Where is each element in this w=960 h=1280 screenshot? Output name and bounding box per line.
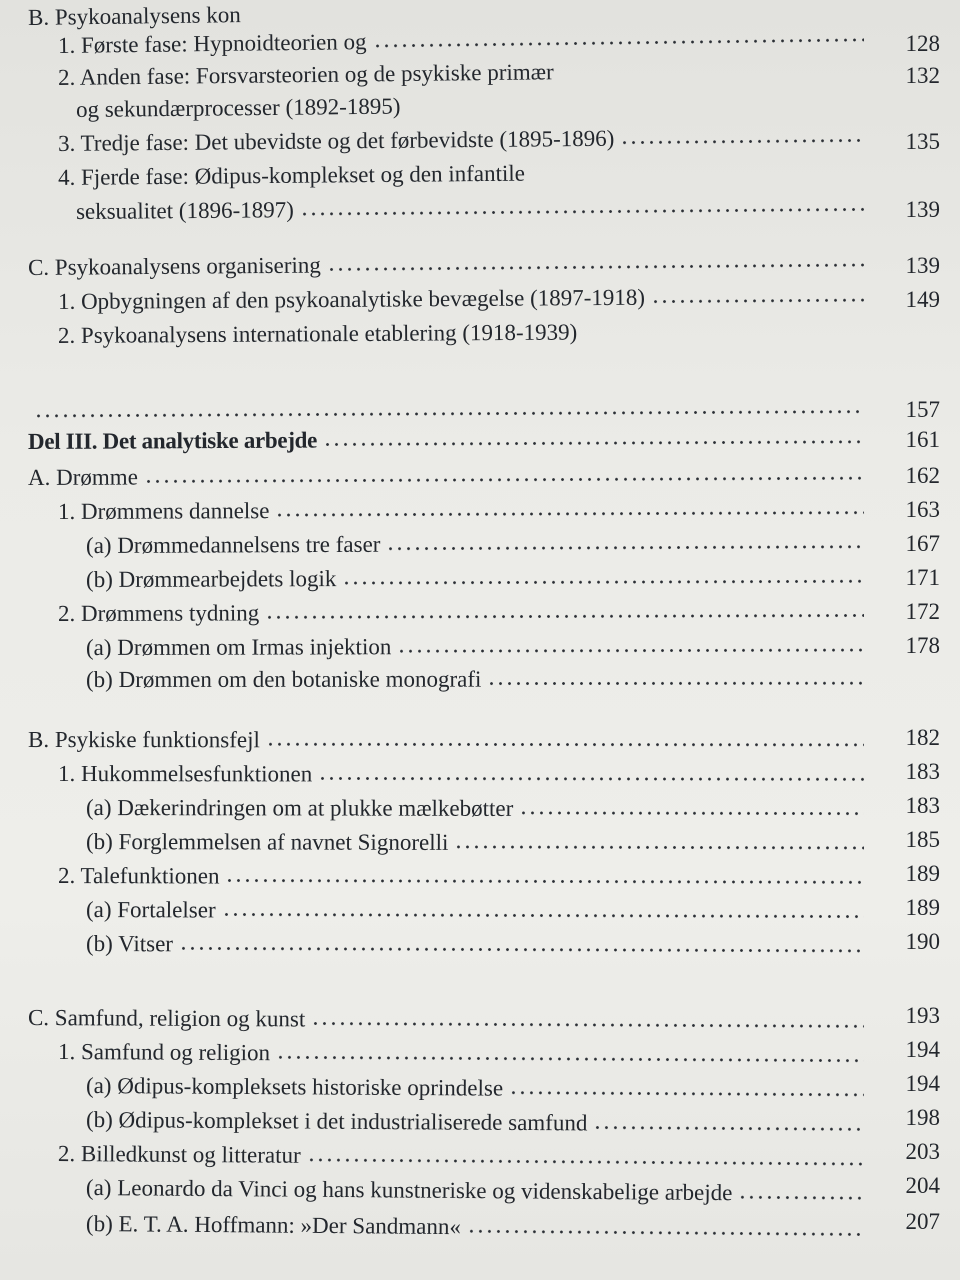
toc-entry-title: 1. Samfund og religion — [57, 1039, 271, 1066]
toc-entry-title: B. Psykoanalysens kon — [27, 2, 241, 30]
dot-leader — [397, 647, 864, 654]
toc-entry-title: C. Psykoanalysens organisering — [27, 252, 321, 280]
dot-leader — [386, 544, 864, 552]
toc-entry-title: 1. Opbygningen af den psykoanalytiske bevægelse (1897-1918) — [57, 284, 646, 314]
toc-entry-title: 4. Fjerde fase: Ødipus-komplekset og den infantile — [57, 160, 526, 190]
toc-page-number: 167 — [905, 531, 940, 556]
dot-leader — [454, 844, 864, 851]
dot-leader — [323, 439, 864, 448]
dot-leader — [307, 1157, 864, 1167]
toc-entry-title: 2. Billedkunst og litteratur — [57, 1141, 301, 1168]
dot-leader — [222, 911, 864, 919]
toc-page-number: 185 — [905, 827, 940, 852]
toc-page-number: 135 — [905, 129, 940, 154]
toc-entry-title: 3. Tredje fase: Det ubevidste og det førbevidste (1895-1896) — [57, 125, 615, 156]
toc-entry-title: 1. Drømmens dannelse — [57, 498, 270, 524]
toc-entry-title: (b) Ødipus-komplekset i det industrialiserede samfund — [85, 1107, 588, 1136]
toc-entry — [0, 194, 960, 234]
dot-leader — [593, 1125, 864, 1133]
toc-entry-title: C. Samfund, religion og kunst — [27, 1005, 306, 1032]
toc-page-number: 139 — [905, 253, 940, 278]
toc-entry — [0, 1206, 960, 1246]
dot-leader — [144, 475, 864, 484]
toc-entry-title: 1. Første fase: Hypnoidteorien og — [57, 29, 367, 58]
toc-entry-title: A. Drømme — [27, 464, 138, 490]
toc-entry-title: 2. Anden fase: Forsvarsteorien og de psykiske primær — [57, 59, 554, 90]
toc-page-number: 149 — [905, 287, 940, 312]
toc-page-number: 194 — [905, 1071, 940, 1096]
toc-page-number: 157 — [905, 397, 940, 422]
toc-page-number: 204 — [905, 1173, 940, 1198]
toc-page-number: 193 — [905, 1003, 940, 1028]
dot-leader — [738, 1194, 864, 1201]
dot-leader — [620, 137, 864, 145]
toc-entry-title: (a) Ødipus-kompleksets historiske oprindelse — [85, 1073, 504, 1101]
toc-page-number: 189 — [905, 895, 940, 920]
dot-leader — [34, 409, 864, 419]
toc-entry — [0, 662, 960, 702]
toc-entry-title: 2. Psykoanalysens internationale etablering (1918-1939) — [57, 319, 578, 348]
dot-leader — [509, 1090, 864, 1098]
dot-leader — [651, 297, 864, 305]
dot-leader — [300, 206, 864, 217]
toc-page-number: 139 — [905, 197, 940, 222]
toc-page-number: 132 — [905, 63, 940, 88]
toc-entry — [0, 926, 960, 966]
dot-leader — [311, 1020, 864, 1029]
toc-page-number: 189 — [905, 861, 940, 886]
toc-page-number: 194 — [905, 1037, 940, 1062]
toc-entry-title: (a) Drømmedannelsens tre faser — [85, 531, 381, 558]
toc-entry-title: 2. Talefunktionen — [57, 863, 220, 889]
toc-page-number: 182 — [905, 725, 940, 750]
toc-page-number: 198 — [905, 1105, 940, 1130]
toc-page-number: 183 — [905, 793, 940, 818]
dot-leader — [276, 1054, 864, 1063]
toc-page-number: 190 — [905, 929, 940, 954]
toc-page-number: 178 — [905, 633, 940, 658]
dot-leader — [487, 680, 864, 686]
dot-leader — [275, 510, 864, 518]
toc-entry-title: B. Psykiske funktionsfejl — [27, 727, 260, 753]
toc-page-number: 183 — [905, 759, 940, 784]
dot-leader — [467, 1228, 864, 1237]
dot-leader — [342, 578, 864, 586]
toc-page-number: 171 — [905, 565, 940, 590]
toc-entry — [0, 1170, 960, 1210]
toc-entry-title: (b) Vitser — [85, 931, 174, 957]
dot-leader — [225, 877, 864, 885]
dot-leader — [266, 741, 864, 748]
toc-page-number: 172 — [905, 599, 940, 624]
toc-page-number: 128 — [905, 31, 940, 56]
toc-entry-title: (a) Dækerindringen om at plukke mælkebøtter — [85, 795, 514, 821]
toc-page-number: 163 — [905, 497, 940, 522]
toc-entry-title: seksualitet (1896-1897) — [75, 197, 294, 224]
toc-entry-title: (b) Drømmearbejdets logik — [85, 566, 337, 592]
toc-entry-title: (a) Fortalelser — [85, 897, 216, 923]
toc-page-number: 161 — [905, 427, 940, 452]
dot-leader — [179, 945, 864, 954]
dot-leader — [373, 37, 865, 49]
toc-page-number: 207 — [905, 1209, 940, 1234]
toc-entry-title: 1. Hukommelsesfunktionen — [57, 761, 313, 787]
toc-page-number: 162 — [905, 463, 940, 488]
toc-entry-title: 2. Drømmens tydning — [57, 600, 260, 626]
toc-entry-title: (b) Drømmen om den botaniske monografi — [85, 666, 482, 692]
toc-entry-title: (a) Drømmen om Irmas injektion — [85, 634, 392, 660]
toc-entry — [0, 318, 960, 358]
dot-leader — [318, 775, 864, 782]
toc-entry-title: (a) Leonardo da Vinci og hans kunstneriske og videnskabelige arbejde — [85, 1175, 733, 1206]
toc-page-number: 203 — [905, 1139, 940, 1164]
toc-entry-title: (b) E. T. A. Hoffmann: »Der Sandmann« — [85, 1211, 462, 1240]
toc-entry-title: Del III. Det analytiske arbejde — [27, 427, 318, 454]
toc-entry-title: (b) Forglemmelsen af navnet Signorelli — [85, 829, 449, 855]
dot-leader — [519, 810, 864, 817]
toc-entry-title: og sekundærprocesser (1892-1895) — [75, 93, 401, 122]
dot-leader — [327, 262, 864, 273]
dot-leader — [265, 612, 864, 620]
